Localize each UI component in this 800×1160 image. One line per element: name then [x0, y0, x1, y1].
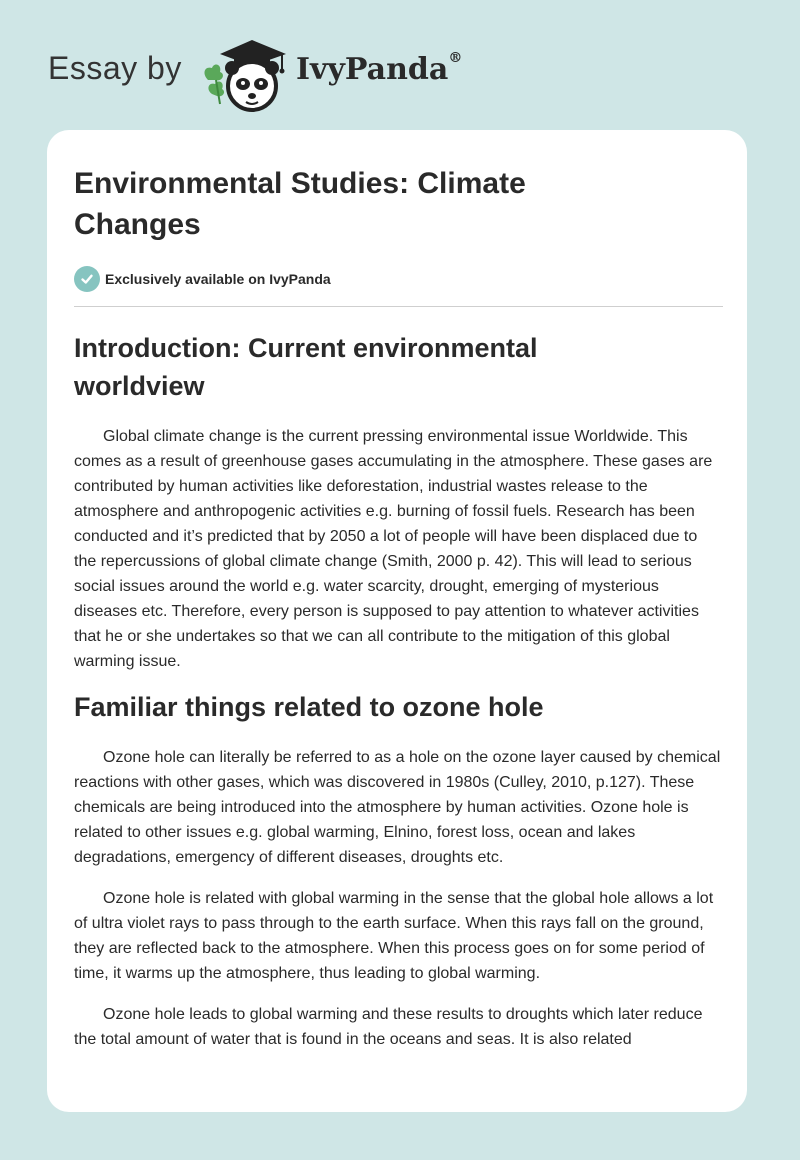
site-header — [48, 30, 548, 110]
page-title: Environmental Studies: Climate Changes — [74, 167, 526, 241]
paragraph: Ozone hole is related with global warming in the sense that the global hole allows a lot of ultra violet rays to pass through to the earth surface. When this rays fall on the ground, they are reflected back to the atmosphere. When this process goes on for some period of time, it warms up the atmosphere, thus leading to global warming. — [74, 890, 714, 982]
brand-name: IvyPanda — [296, 52, 449, 87]
ivypanda-panda-logo-icon[interactable] — [200, 34, 292, 114]
essay-card — [47, 130, 747, 1112]
section-heading: Introduction: Current environmental worldview — [74, 333, 538, 401]
exclusive-badge — [74, 265, 721, 293]
registered-mark: ® — [448, 50, 463, 66]
check-icon — [74, 266, 100, 292]
exclusive-badge-label: Exclusively available on IvyPanda — [105, 271, 331, 287]
section-heading: Familiar things related to ozone hole — [74, 692, 544, 722]
essay-by-label: Essay by — [48, 50, 182, 86]
paragraph: Ozone hole leads to global warming and these results to droughts which later reduce the total amount of water that is found in the oceans and seas. It is also related — [74, 1006, 703, 1048]
title-divider — [74, 306, 723, 307]
paragraph: Global climate change is the current pressing environmental issue Worldwide. This comes as a result of greenhouse gases accumulating in the atmosphere. These gases are contributed by human activities like deforestation, industrial wastes release to the atmosphere and anthropogenic activities e.g. burning of fossil fuels. Research has been conducted and it’s predicted that by 2050 a lot of people will have been displaced due to the repercussions of global climate change (Smith, 2000 p. 42). This will lead to serious social issues around the world e.g. water scarcity, drought, emerging of mysterious diseases etc. Therefore, every person is supposed to pay attention to whatever activities that he or she undertakes so that we can all contribute to the mitigation of this global warming issue. — [74, 428, 713, 670]
ivypanda-brand-logo[interactable] — [296, 52, 462, 87]
paragraph: Ozone hole can literally be referred to as a hole on the ozone layer caused by chemical reactions with other gases, which was discovered in 1980s (Culley, 2010, p.127). These chemicals are being introduced into the atmosphere by human activities. Ozone hole is related to other issues e.g. global warming, Elnino, forest loss, ocean and lakes degradations, emergency of different diseases, droughts etc. — [74, 749, 721, 866]
